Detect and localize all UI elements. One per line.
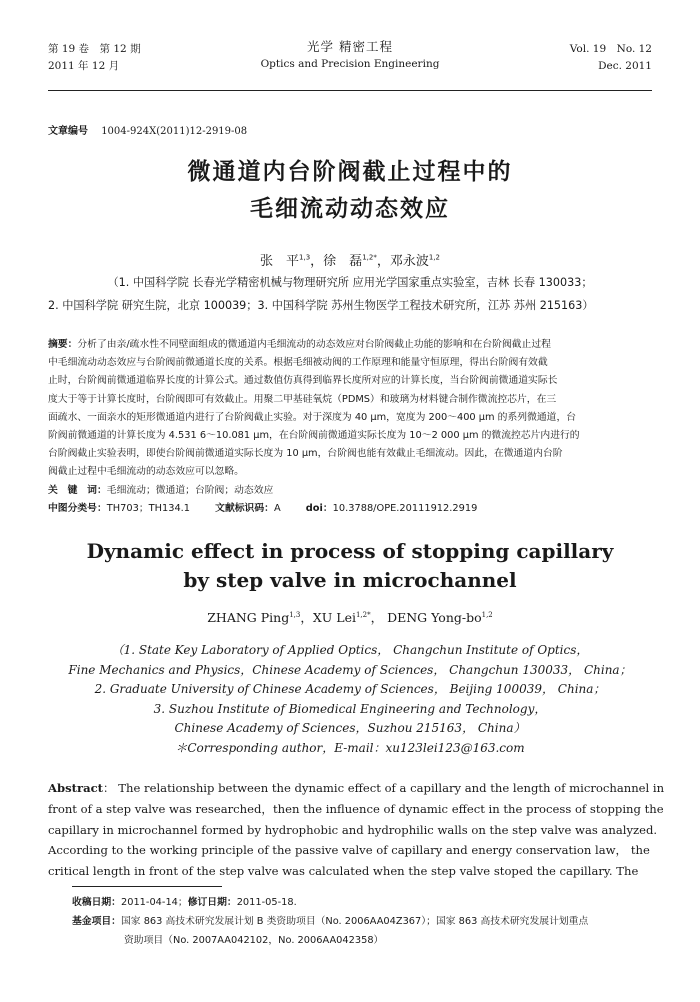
title-en-line1: Dynamic effect in process of stopping capillary <box>86 539 614 563</box>
revised-date: 2011-05-18. <box>236 897 297 908</box>
affil-en-line: 2. Graduate University of Chinese Academy of Sciences， Beijing 100039， China； <box>94 682 606 696</box>
affil-en <box>0 641 700 758</box>
abstract-cn <box>48 336 652 518</box>
article-id-value: 1004-924X(2011)12-2919-08 <box>101 126 248 137</box>
volume-issue-en: Vol. 19 No. 12 <box>569 43 652 55</box>
author-cn-1-sup: 1,3 <box>299 253 311 262</box>
article-id <box>48 122 247 137</box>
volume-issue-cn: 第 19 卷 第 12 期 <box>48 43 141 55</box>
date-en: Dec. 2011 <box>598 60 652 72</box>
author-cn-3-sup: 1,2 <box>428 253 440 262</box>
clc-value: TH703；TH134.1 <box>106 502 191 514</box>
author-en-1: ZHANG Ping <box>207 610 290 625</box>
abstract-cn-line: 分析了由亲/疏水性不同壁面组成的微通道内毛细流动的动态效应对台阶阀截止功能的影响和在台阶阀截止过程 <box>77 339 551 350</box>
affil-en-line: （1. State Key Laboratory of Applied Optics， Changchun Institute of Optics， <box>111 643 589 657</box>
author-cn-3: ，邓永波 <box>376 254 429 269</box>
author-cn-2-sup: 1,2* <box>362 253 377 262</box>
abstract-en-line: capillary in microchannel formed by hydrophobic and hydrophilic walls on the step valve was analyzed. <box>48 822 658 837</box>
abstract-cn-line: 面疏水、一面亲水的矩形微通道内进行了台阶阀截止实验。对于深度为 40 μm，宽度为 200～400 μm 的系列微通道，台 <box>48 411 577 423</box>
abstract-en-line: ： The relationship between the dynamic effect of a capillary and the length of microchannel in <box>103 781 665 795</box>
abstract-en-line: front of a step valve was researched，then the influence of dynamic effect in the process of stopping the <box>48 801 664 816</box>
fund-line-2: 资助项目（No. 2007AA042102，No. 2006AA042358） <box>124 935 384 946</box>
abstract-cn-line: 止时，台阶阀前微通道临界长度的计算公式。通过数值仿真得到临界长度所对应的计算长度，当台阶阀前微通道实际长 <box>48 375 558 387</box>
abstract-cn-line: 度大于等于计算长度时，台阶阀即可有效截止。用聚二甲基硅氧烷（PDMS）和玻璃为材料键合制作微流控芯片，在三 <box>48 393 557 405</box>
author-en-2: ，XU Lei <box>300 610 356 625</box>
clc-label: 中图分类号： <box>48 502 107 514</box>
authors-en <box>0 608 700 626</box>
dates-line <box>72 893 588 912</box>
keywords-cn-label: 关 键 词： <box>48 484 107 496</box>
abstract-cn-line: 阀截止过程中毛细流动的动态效应可以忽略。 <box>48 466 244 478</box>
title-cn-line2: 毛细流动动态效应 <box>250 196 450 222</box>
footnote <box>72 893 588 950</box>
affil-en-line: Chinese Academy of Sciences，Suzhou 215163， China） <box>174 721 526 735</box>
author-en-1-sup: 1,3 <box>289 610 301 619</box>
affil-en-line: Fine Mechanics and Physics，Chinese Academy of Sciences， Changchun 130033， China； <box>68 662 632 677</box>
author-cn-2: ，徐 磊 <box>310 254 363 269</box>
doi-label: doi： <box>305 502 333 514</box>
classification-line <box>48 500 652 518</box>
affil-cn-line2: 2. 中国科学院 研究生院，北京 100039；3. 中国科学院 苏州生物医学工程技术研究所，江苏 苏州 215163） <box>48 299 594 312</box>
revised-label: 修订日期： <box>187 897 237 908</box>
header-rule <box>48 90 652 91</box>
journal-title-en: Optics and Precision Engineering <box>260 58 440 70</box>
author-en-3: ， DENG Yong-bo <box>370 610 482 625</box>
fund-text: 国家 863 高技术研究发展计划 B 类资助项目（No. 2006AA04Z367）；国家 863 高技术研究发展计划重点 <box>120 916 589 927</box>
affil-cn-line1: （1. 中国科学院 长春光学精密机械与物理研究所 应用光学国家重点实验室，吉林 长春 130033； <box>107 276 593 289</box>
doi-value: 10.3788/OPE.20111912.2919 <box>332 502 478 514</box>
received-label: 收稿日期： <box>72 897 121 908</box>
journal-title-cn: 光学 精密工程 <box>307 39 393 54</box>
keywords-cn-value: 毛细流动；微通道；台阶阀；动态效应 <box>106 484 274 496</box>
keywords-cn <box>48 482 652 500</box>
author-en-2-sup: 1,2* <box>355 610 371 619</box>
authors-cn <box>0 250 700 269</box>
abstract-cn-label: 摘要： <box>48 339 78 350</box>
header-right <box>570 42 652 73</box>
affil-en-line: 3. Suzhou Institute of Biomedical Engineering and Technology， <box>153 701 547 716</box>
author-en-3-sup: 1,2 <box>481 610 493 619</box>
doc-code-value: A <box>273 502 281 514</box>
corresponding-author: ＊Corresponding author，E-mail：xu123lei123@163.com <box>175 740 525 755</box>
fund-line <box>72 912 588 931</box>
fund-label: 基金项目： <box>72 916 121 927</box>
footnote-rule <box>72 886 222 887</box>
author-cn-1: 张 平 <box>260 254 300 269</box>
received-date: 2011-04-14； <box>120 897 188 908</box>
abstract-cn-line: 阶阀前微通道的计算长度为 4.531 6～10.081 μm，在台阶阀前微通道实际长度为 10～2 000 μm 的微流控芯片内进行的 <box>48 430 580 442</box>
article-id-label: 文章编号 <box>48 126 88 137</box>
abstract-en <box>48 778 665 882</box>
abstract-en-line: According to the working principle of the passive valve of capillary and energy conservation law， the <box>48 843 650 858</box>
doc-code-label: 文献标识码： <box>215 502 274 514</box>
abstract-cn-line: 中毛细流动动态效应与台阶阀前微通道长度的关系。根据毛细被动阀的工作原理和能量守恒原理，得出台阶阀有效截 <box>48 357 548 369</box>
abstract-en-line: critical length in front of the step valve was calculated when the step valve stoped the capillary. The <box>48 864 639 879</box>
abstract-cn-line: 台阶阀截止实验表明，即使台阶阀前微通道实际长度为 10 μm，台阶阀也能有效截止毛细流动。因此，在微通道内台阶 <box>48 448 563 460</box>
title-en-line2: by step valve in microchannel <box>183 568 517 592</box>
date-cn: 2011 年 12 月 <box>48 60 120 72</box>
abstract-en-label: Abstract <box>48 781 104 795</box>
title-cn-line1: 微通道内台阶阀截止过程中的 <box>187 159 513 185</box>
